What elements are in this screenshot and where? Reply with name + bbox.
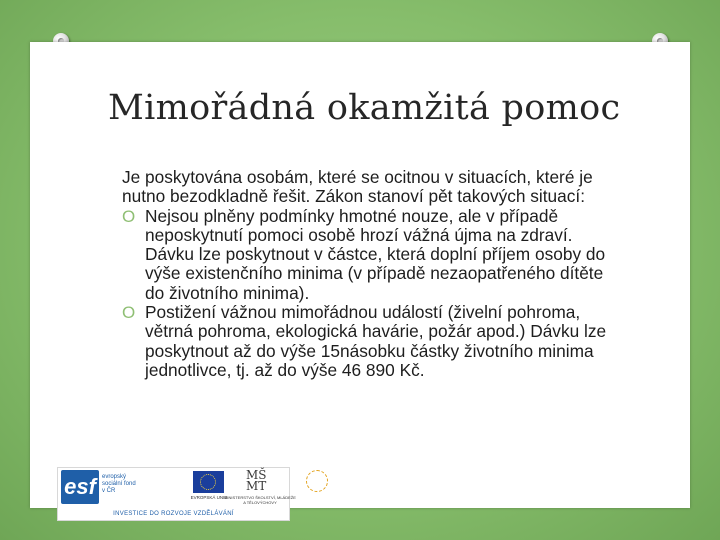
eu-flag-icon <box>193 471 224 493</box>
bullet-item <box>122 303 612 380</box>
intro-paragraph: Je poskytována osobám, které se ocitnou v situacích, které je nutno bezodkladně řešit. Zákon stanoví pět takových situací: <box>122 167 593 207</box>
esf-caption: evropský sociální fond v ČR <box>102 474 136 494</box>
slide-title: Mimořádná okamžitá pomoc <box>108 88 621 128</box>
op-logo-icon <box>306 470 328 492</box>
msmt-caption: MINISTERSTVO ŠKOLSTVÍ, MLÁDEŽE A TĚLOVÝCHOVY <box>224 495 296 505</box>
eu-stars-icon <box>200 474 216 490</box>
eu-caption: EVROPSKÁ UNIE <box>190 495 228 500</box>
msmt-logo: MŠ MT <box>246 468 267 493</box>
bullet-marker-icon: O <box>122 206 136 226</box>
logo-footer-text: INVESTICE DO ROZVOJE VZDĚLÁVÁNÍ <box>113 511 234 517</box>
bullet-marker-icon: O <box>122 303 136 323</box>
slide-body <box>122 168 612 380</box>
funding-logo-strip <box>57 467 296 521</box>
bullet-list <box>122 207 612 381</box>
bullet-text: Nejsou plněny podmínky hmotné nouze, ale v případě neposkytnutí pomoci osobě hrozí vážná újma na zdraví. Dávku lze poskytnout v částce, která doplní příjem osoby do výše existenčního minima (v případě nezaopatřeného dítěte do životního minima). <box>145 205 606 303</box>
bullet-item <box>122 207 612 303</box>
bullet-text: Postižení vážnou mimořádnou událostí (živelní pohroma, větrná pohroma, ekologická havárie, požár apod.) Dávku lze poskytnout až do výše 15násobku částky životního minima jednotlivce, tj. až do výše 46 890 Kč. <box>145 302 607 380</box>
esf-logo: esf <box>61 470 99 504</box>
